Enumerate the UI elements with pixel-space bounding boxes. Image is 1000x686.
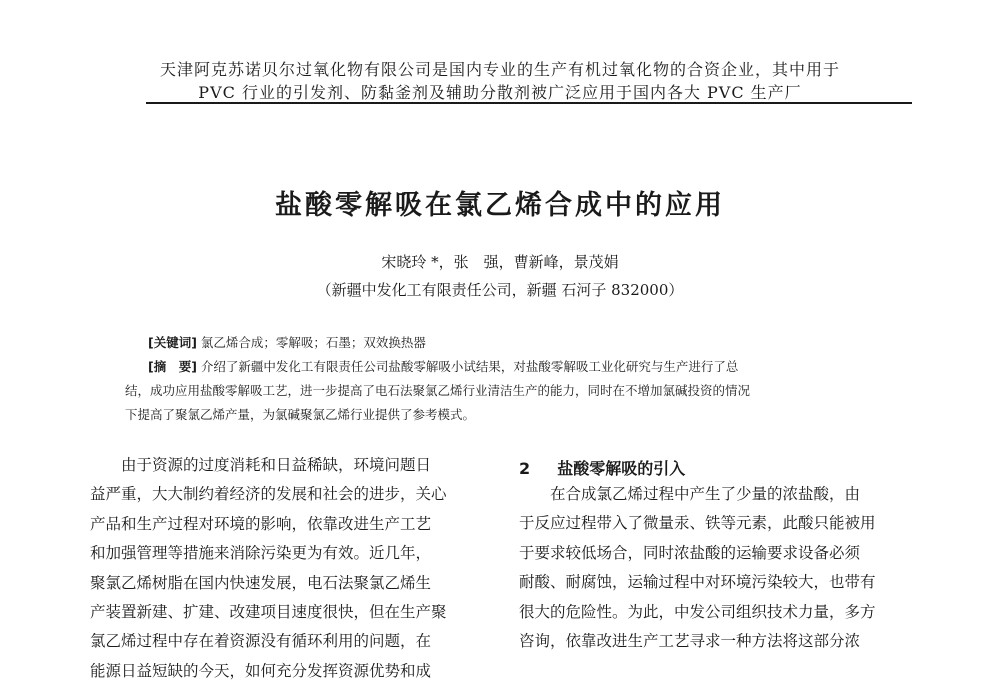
paragraph-line: 和加强管理等措施来消除污染更为有效。近几年， bbox=[90, 544, 432, 563]
paragraph-line: 咨询，依靠改进生产工艺寻求一种方法将这部分浓 bbox=[519, 632, 861, 651]
abstract-line-2: 结，成功应用盐酸零解吸工艺，进一步提高了电石法聚氯乙烯行业清洁生产的能力，同时在不增加氯碱投资的情况 bbox=[125, 383, 751, 398]
banner-line-2: PVC 行业的引发剂、防黏釜剂及辅助分散剂被广泛应用于国内各大 PVC 生产厂 bbox=[198, 83, 802, 102]
abstract-line-3: 下提高了聚氯乙烯产量，为氯碱聚氯乙烯行业提供了参考模式。 bbox=[125, 407, 476, 422]
paragraph-line: 在合成氯乙烯过程中产生了少量的浓盐酸，由 bbox=[550, 485, 861, 503]
paragraph-line: 由于资源的过度消耗和日益稀缺，环境问题日 bbox=[121, 456, 432, 474]
paragraph-line: 氯乙烯过程中存在着资源没有循环利用的问题，在 bbox=[90, 632, 432, 651]
abstract-label: [摘 要] bbox=[148, 359, 197, 374]
paper-title: 盐酸零解吸在氯乙烯合成中的应用 bbox=[275, 190, 725, 221]
paragraph-line: 产装置新建、扩建、改建项目速度很快，但在生产聚 bbox=[90, 603, 447, 622]
paragraph-line: 于反应过程带入了微量汞、铁等元素，此酸只能被用 bbox=[519, 514, 876, 533]
section-number: 2 bbox=[519, 459, 531, 478]
banner-rule bbox=[146, 102, 912, 104]
paragraph-line: 很大的危险性。为此，中发公司组织技术力量，多方 bbox=[519, 602, 876, 621]
abstract-text-1: 介绍了新疆中发化工有限责任公司盐酸零解吸小试结果，对盐酸零解吸工业化研究与生产进行了总 bbox=[200, 359, 739, 374]
paragraph-line: 聚氯乙烯树脂在国内快速发展，电石法聚氯乙烯生 bbox=[90, 573, 432, 592]
author-list: 宋晓玲 *，张 强，曹新峰，景茂娟 bbox=[381, 253, 619, 271]
paragraph-line: 于要求较低场合，同时浓盐酸的运输要求设备必须 bbox=[519, 543, 861, 562]
keywords-label: [关键词] bbox=[148, 335, 197, 350]
section-title: 盐酸零解吸的引入 bbox=[557, 459, 686, 478]
left-column bbox=[90, 451, 490, 686]
paragraph-line: 耐酸、耐腐蚀，运输过程中对环境污染较大，也带有 bbox=[519, 573, 876, 592]
abstract-line-1 bbox=[148, 357, 738, 375]
right-column bbox=[519, 480, 919, 656]
affiliation: （新疆中发化工有限责任公司，新疆 石河子 832000） bbox=[316, 281, 684, 299]
banner-line-1: 天津阿克苏诺贝尔过氧化物有限公司是国内专业的生产有机过氧化物的合资企业，其中用于 bbox=[159, 60, 840, 79]
paragraph-line: 益严重，大大制约着经济的发展和社会的进步，关心 bbox=[90, 485, 447, 504]
paragraph-line: 能源日益短缺的今天，如何充分发挥资源优势和成 bbox=[90, 661, 432, 680]
keywords-text: 氯乙烯合成；零解吸；石墨；双效换热器 bbox=[200, 335, 426, 350]
section-heading bbox=[519, 456, 685, 479]
keywords bbox=[148, 333, 426, 351]
paragraph-line: 产品和生产过程对环境的影响，依靠改进生产工艺 bbox=[90, 514, 432, 533]
